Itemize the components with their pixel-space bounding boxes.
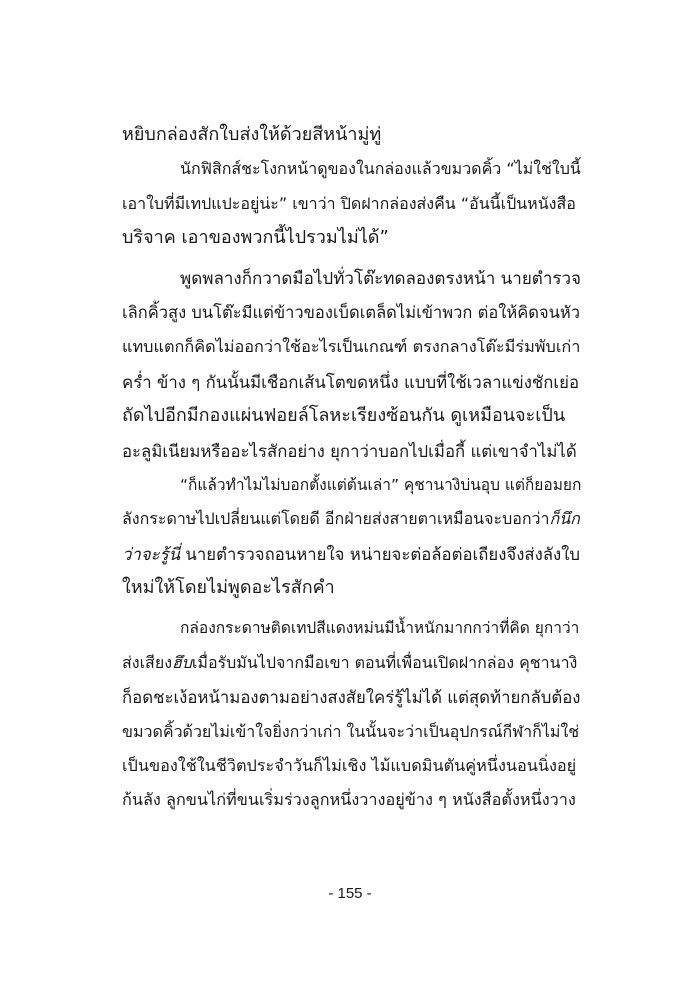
text-run: ลังกระดาษไปเปลี่ยนแต่โดยดี อีกฝ่ายส่งสายตาเหมือนจะบอกว่า	[122, 509, 550, 529]
text-run: ส่งเสียง	[122, 652, 172, 672]
text-line: หยิบกล่องสักใบส่งให้ด้วยสีหน้ามู่ทู่	[122, 124, 382, 145]
text-line: พูดพลางก็กวาดมือไปทั่วโต๊ะทดลองตรงหน้า นายตำรวจ	[180, 268, 582, 289]
text-line: เป็นของใช้ในชีวิตประจำวันก็ไม่เชิง ไม้แบดมินตันคู่หนึ่งนอนนิ่งอยู่	[122, 756, 577, 776]
text-line: อะลูมิเนียมหรืออะไรสักอย่าง ยุกาว่าบอกไปเมื่อกี้ แต่เขาจำไม่ได้	[122, 440, 577, 461]
text-line: ถัดไปอีกมีกองแผ่นฟอยล์โลหะเรียงซ้อนกัน ดูเหมือนจะเป็น	[122, 405, 566, 427]
text-line: บริจาค เอาของพวกนี้ไปรวมไม่ได้”	[122, 227, 389, 249]
text-line: ก้นลัง ลูกขนไก่ที่ขนเริ่มร่วงลูกหนึ่งวางอยู่ข้าง ๆ หนังสือตั้งหนึ่งวาง	[122, 790, 576, 810]
text-line: แทบแตกก็คิดไม่ออกว่าใช้อะไรเป็นเกณฑ์ ตรงกลางโต๊ะมีร่มพับเก่า	[122, 337, 581, 357]
text-line: นักฟิสิกส์ชะโงกหน้าดูของในกล่องแล้วขมวดคิ้ว “ไม่ใช่ใบนี้	[180, 159, 581, 179]
text-line: เลิกคิ้วสูง บนโต๊ะมีแต่ข้าวของเบ็ดเตล็ดไม่เข้าพวก ต่อให้คิดจนหัว	[122, 302, 581, 322]
text-line	[122, 537, 582, 571]
page-number: - 155 -	[328, 885, 372, 902]
text-line: กล่องกระดาษติดเทปสีแดงหม่นมีน้ำหนักมากกว่าที่คิด ยุกาว่า	[180, 619, 580, 638]
italic-text: ฮึบ	[172, 652, 192, 672]
text-line: “ก็แล้วทำไมไม่บอกตั้งแต่ต้นเล่า” คุชานางิบ่นอุบ แต่ก็ยอมยก	[180, 475, 582, 494]
text-line: คร่ำ ข้าง ๆ กันนั้นมีเชือกเส้นโตขดหนึ่ง แบบที่ใช้เวลาแข่งชักเย่อ	[122, 371, 580, 392]
body-text	[122, 118, 582, 818]
italic-text: ก็นึก	[549, 509, 580, 529]
text-line: ขมวดคิ้วด้วยไม่เข้าใจยิ่งกว่าเก่า ในนั้นจะว่าเป็นอุปกรณ์กีฬาก็ไม่ใช่	[122, 721, 580, 741]
text-line	[122, 502, 582, 536]
text-run: นายตำรวจถอนหายใจ หน่ายจะต่อล้อต่อเถียงจึงส่งลังใบ	[180, 543, 581, 564]
text-line: ก็อดชะเง้อหน้ามองตามอย่างสงสัยใคร่รู้ไม่ได้ แต่สุดท้ายกลับต้อง	[122, 687, 581, 708]
italic-text: ว่าจะรู้นี่	[122, 543, 181, 564]
text-run: เมื่อรับมันไปจากมือเขา ตอนที่เพื่อนเปิดฝากล่อง คุชานางิ	[191, 652, 578, 672]
text-line: ใหม่ให้โดยไม่พูดอะไรสักคำ	[122, 577, 335, 599]
text-line: เอาใบที่มีเทปแปะอยู่น่ะ” เขาว่า ปิดฝากล่องส่งคืน “อันนี้เป็นหนังสือ	[122, 193, 576, 213]
text-line	[122, 646, 582, 680]
